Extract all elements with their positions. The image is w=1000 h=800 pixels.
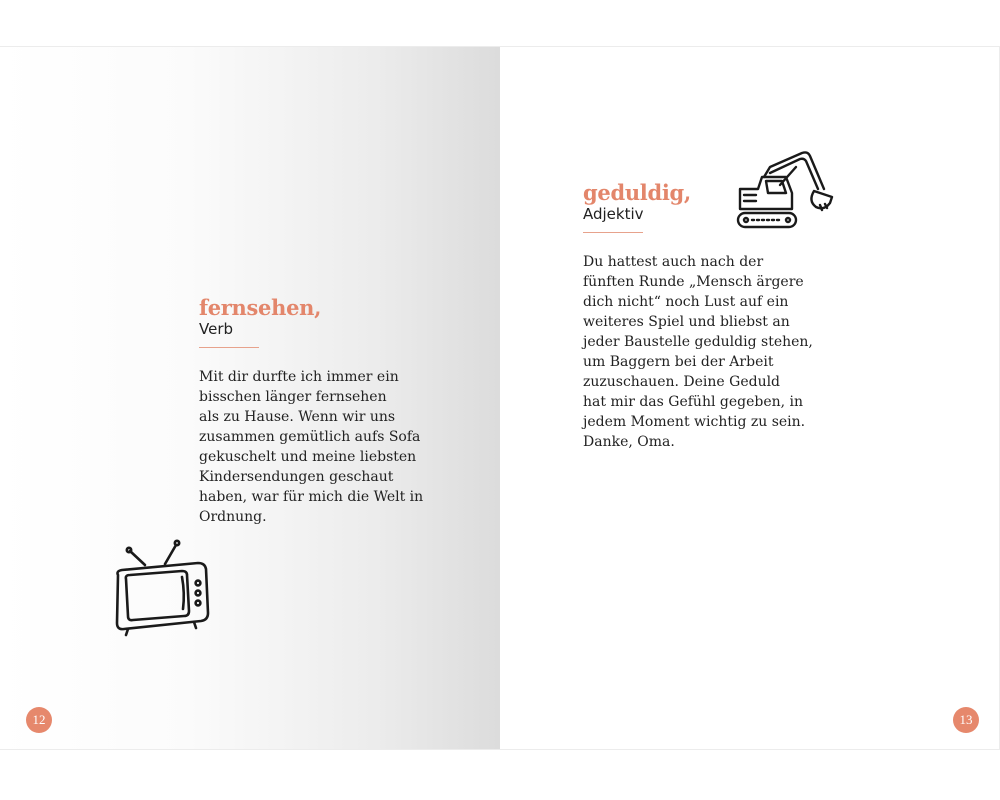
television-icon [110, 537, 210, 637]
body-line: zusammen gemütlich aufs Sofa [199, 429, 421, 445]
body-line: weiteres Spiel und bliebst an [583, 314, 790, 330]
left-page [0, 46, 500, 750]
page-number-left: 12 [26, 707, 52, 733]
page-number-right: 13 [953, 707, 979, 733]
entry-part-of-speech: Verb [199, 320, 234, 338]
body-line: gekuschelt und meine liebsten [199, 449, 417, 465]
body-line: jeder Baustelle geduldig stehen, [583, 334, 813, 350]
entry-word: geduldig, [583, 180, 691, 205]
entry-part-of-speech: Adjektiv [583, 205, 644, 223]
body-line: Ordnung. [199, 509, 267, 525]
entry-body [199, 367, 423, 527]
entry-divider [199, 347, 259, 348]
excavator-icon [734, 147, 834, 233]
body-line: dich nicht“ noch Lust auf ein [583, 294, 789, 310]
body-line: jedem Moment wichtig zu sein. [583, 414, 806, 430]
body-line: fünften Runde „Mensch ärgere [583, 274, 804, 290]
body-line: Kindersendungen geschaut [199, 469, 394, 485]
entry-word: fernsehen, [199, 295, 322, 320]
body-line: bisschen länger fernsehen [199, 389, 387, 405]
entry-fernsehen [199, 296, 423, 527]
body-line: haben, war für mich die Welt in [199, 489, 424, 505]
right-page [500, 46, 1000, 750]
body-line: als zu Hause. Wenn wir uns [199, 409, 396, 425]
body-line: um Baggern bei der Arbeit [583, 354, 774, 370]
body-line: Du hattest auch nach der [583, 254, 764, 270]
body-line: Mit dir durfte ich immer ein [199, 369, 399, 385]
entry-body [583, 252, 813, 452]
body-line: hat mir das Gefühl gegeben, in [583, 394, 804, 410]
body-line: zuzuschauen. Deine Geduld [583, 374, 781, 390]
body-line: Danke, Oma. [583, 434, 675, 450]
book-spread [0, 46, 1000, 750]
entry-divider [583, 232, 643, 233]
